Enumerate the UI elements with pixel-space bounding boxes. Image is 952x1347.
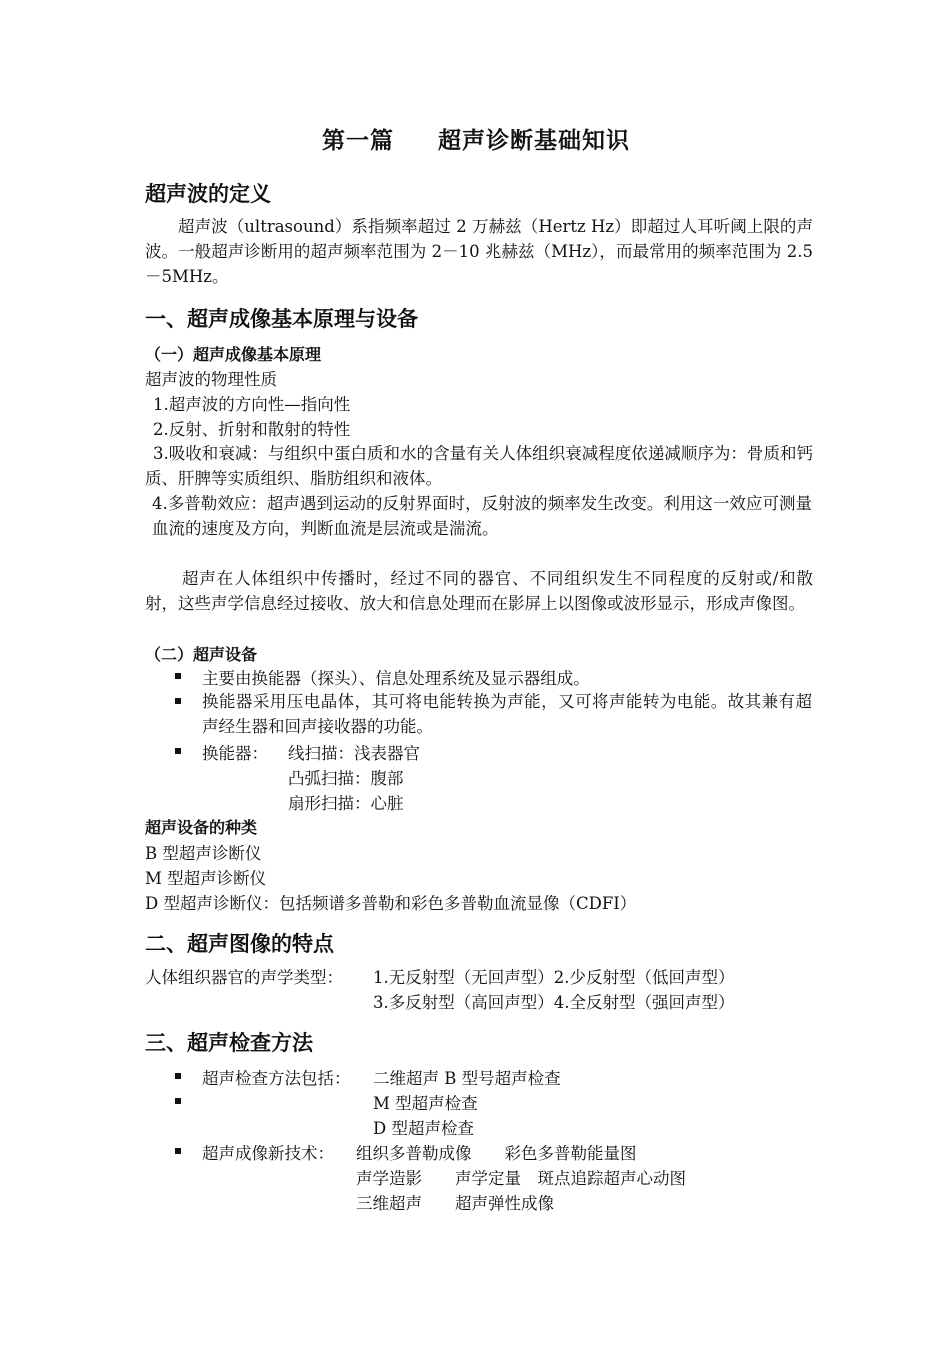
section3-heading: 三、超声检查方法 (145, 1031, 313, 1055)
sub1-intro: 超声波的物理性质 (145, 370, 277, 389)
transducer-type-1: 线扫描：浅表器官 (288, 744, 420, 763)
transducer-type-2: 凸弧扫描：腹部 (288, 769, 404, 788)
title-part: 第一篇 (322, 127, 394, 154)
section1-heading: 一、超声成像基本原理与设备 (145, 307, 418, 331)
title-name: 超声诊断基础知识 (438, 127, 630, 154)
new-tech-line-1: 组织多普勒成像 彩色多普勒能量图 (356, 1144, 637, 1163)
transducer-type-3: 扇形扫描：心脏 (288, 794, 404, 813)
methods-label: 超声检查方法包括： (202, 1069, 351, 1088)
new-tech-label: 超声成像新技术： (202, 1144, 334, 1163)
bullet-marker (175, 1073, 181, 1079)
principle-item-2: 2.反射、折射和散射的特性 (153, 420, 351, 439)
kind-item-2: M 型超声诊断仪 (145, 869, 267, 888)
acoustic-types-label: 人体组织器官的声学类型： (145, 968, 343, 987)
acoustic-types-line-2: 3.多反射型（高回声型）4.全反射型（强回声型） (373, 993, 735, 1012)
kinds-heading: 超声设备的种类 (145, 818, 258, 837)
kind-item-1: B 型超声诊断仪 (145, 844, 262, 863)
principle-item-4: 4.多普勒效应：超声遇到运动的反射界面时，反射波的频率发生改变。利用这一效应可测量血流的速度及方向，判断血流是层流或是湍流。 (152, 494, 812, 538)
definition-heading: 超声波的定义 (145, 182, 271, 206)
bullet-marker (175, 673, 181, 679)
method-2: M 型超声检查 (373, 1094, 478, 1113)
kind-item-3: D 型超声诊断仪：包括频谱多普勒和彩色多普勒血流显像（CDFI） (145, 894, 637, 913)
sub1-heading: （一）超声成像基本原理 (145, 345, 322, 364)
bullet-marker (175, 1148, 181, 1154)
principle-paragraph: 超声在人体组织中传播时，经过不同的器官、不同组织发生不同程度的反射或/和散射，这些声学信息经过接收、放大和信息处理而在影屏上以图像或波形显示，形成声像图。 (145, 569, 813, 613)
principle-item-1: 1.超声波的方向性—指向性 (153, 395, 351, 414)
equipment-bullet-2: 换能器采用压电晶体，其可将电能转换为声能，又可将声能转为电能。故其兼有超声经生器和回声接收器的功能。 (202, 692, 812, 736)
equipment-bullet-1: 主要由换能器（探头）、信息处理系统及显示器组成。 (202, 669, 590, 688)
sub2-heading: （二）超声设备 (145, 645, 258, 664)
new-tech-line-2: 声学造影 声学定量 斑点追踪超声心动图 (356, 1169, 686, 1188)
bullet-marker (175, 1098, 181, 1104)
bullet-marker (175, 748, 181, 754)
principle-item-3: 3.吸收和衰减：与组织中蛋白质和水的含量有关人体组织衰减程度依递减顺序为：骨质和钙质、肝脾等实质组织、脂肪组织和液体。 (145, 444, 813, 488)
page-title (0, 122, 952, 155)
bullet-marker (175, 698, 181, 704)
definition-text: 超声波（ultrasound）系指频率超过 2 万赫兹（Hertz Hz）即超过人耳听阈上限的声波。一般超声诊断用的超声频率范围为 2－10 兆赫兹（MHz），而最常用的频率范围为 2.5－5MHz。 (145, 217, 813, 286)
new-tech-line-3: 三维超声 超声弹性成像 (356, 1194, 554, 1213)
transducer-label: 换能器： (202, 744, 268, 763)
acoustic-types-line-1: 1.无反射型（无回声型）2.少反射型（低回声型） (373, 968, 735, 987)
method-3: D 型超声检查 (373, 1119, 474, 1138)
method-1: 二维超声 B 型号超声检查 (373, 1069, 561, 1088)
section2-heading: 二、超声图像的特点 (145, 932, 334, 956)
